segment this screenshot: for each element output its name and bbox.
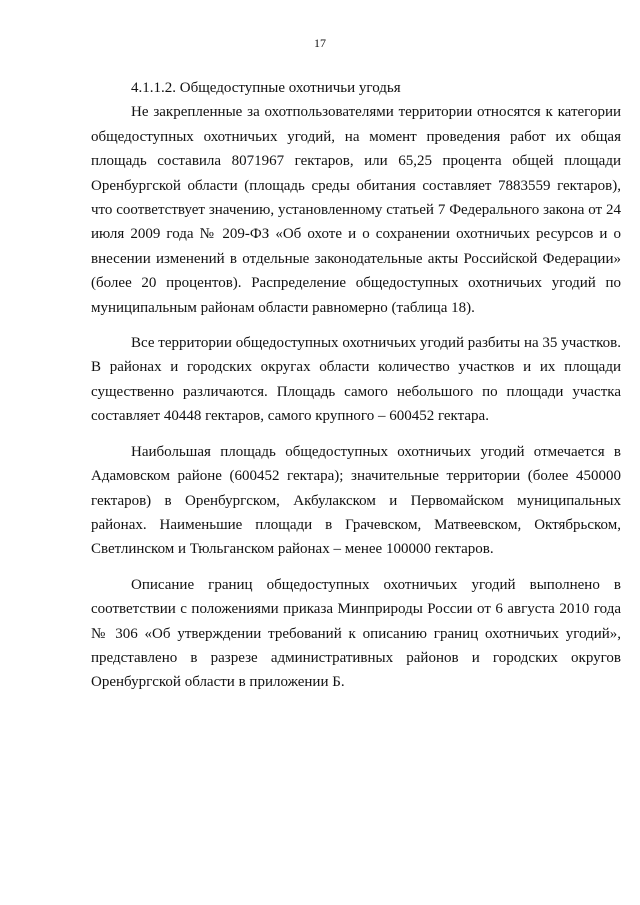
paragraph-public-lands-area: Не закрепленные за охотпользователями территории относятся к категории общедоступных охотничьих угодий, на момент проведения работ их общая площадь составила 8071967 гектаров, или 65,25 процента общей площади Оренбургской области (площадь среды обитания составляет 7883559 гектаров), что соответствует значению, установленному статьей 7 Федерального закона от 24 июля 2009 года № 209-ФЗ «Об охоте и о сохранении охотничьих ресурсов и о внесении изменений в отдельные законодательные акты Российской Федерации» (более 20 процентов). Распределение общедоступных охотничьих угодий по муниципальным районам области равномерно (таблица 18). [91,104,621,316]
paragraph-boundary-description: Описание границ общедоступных охотничьих угодий выполнено в соответствии с положениями приказа Минприроды России от 6 августа 2010 года № 306 «Об утверждении требований к описанию границ охотничьих угодий», представлено в разрезе административных районов и городских округов Оренбургской области в приложении Б. [91,576,621,691]
section-heading: 4.1.1.2. Общедоступные охотничьи угодья [131,80,401,96]
paragraph-largest-areas: Наибольшая площадь общедоступных охотничьих угодий отмечается в Адамовском районе (600452 гектара); значительные территории (более 450000 гектаров) в Оренбургском, Акбулакском и Первомайском муниципальных районах. Наименьшие площади в Грачевском, Матвеевском, Октябрьском, Светлинском и Тюльганском районах – менее 100000 гектаров. [91,443,621,558]
page-number: 17 [314,36,326,50]
document-body [91,76,621,695]
paragraph-plots-count: Все территории общедоступных охотничьих угодий разбиты на 35 участков. В районах и городских округах области количество участков и их площади существенно различаются. Площадь самого небольшого по площади участка составляет 40448 гектаров, самого крупного – 600452 гектара. [91,335,621,425]
